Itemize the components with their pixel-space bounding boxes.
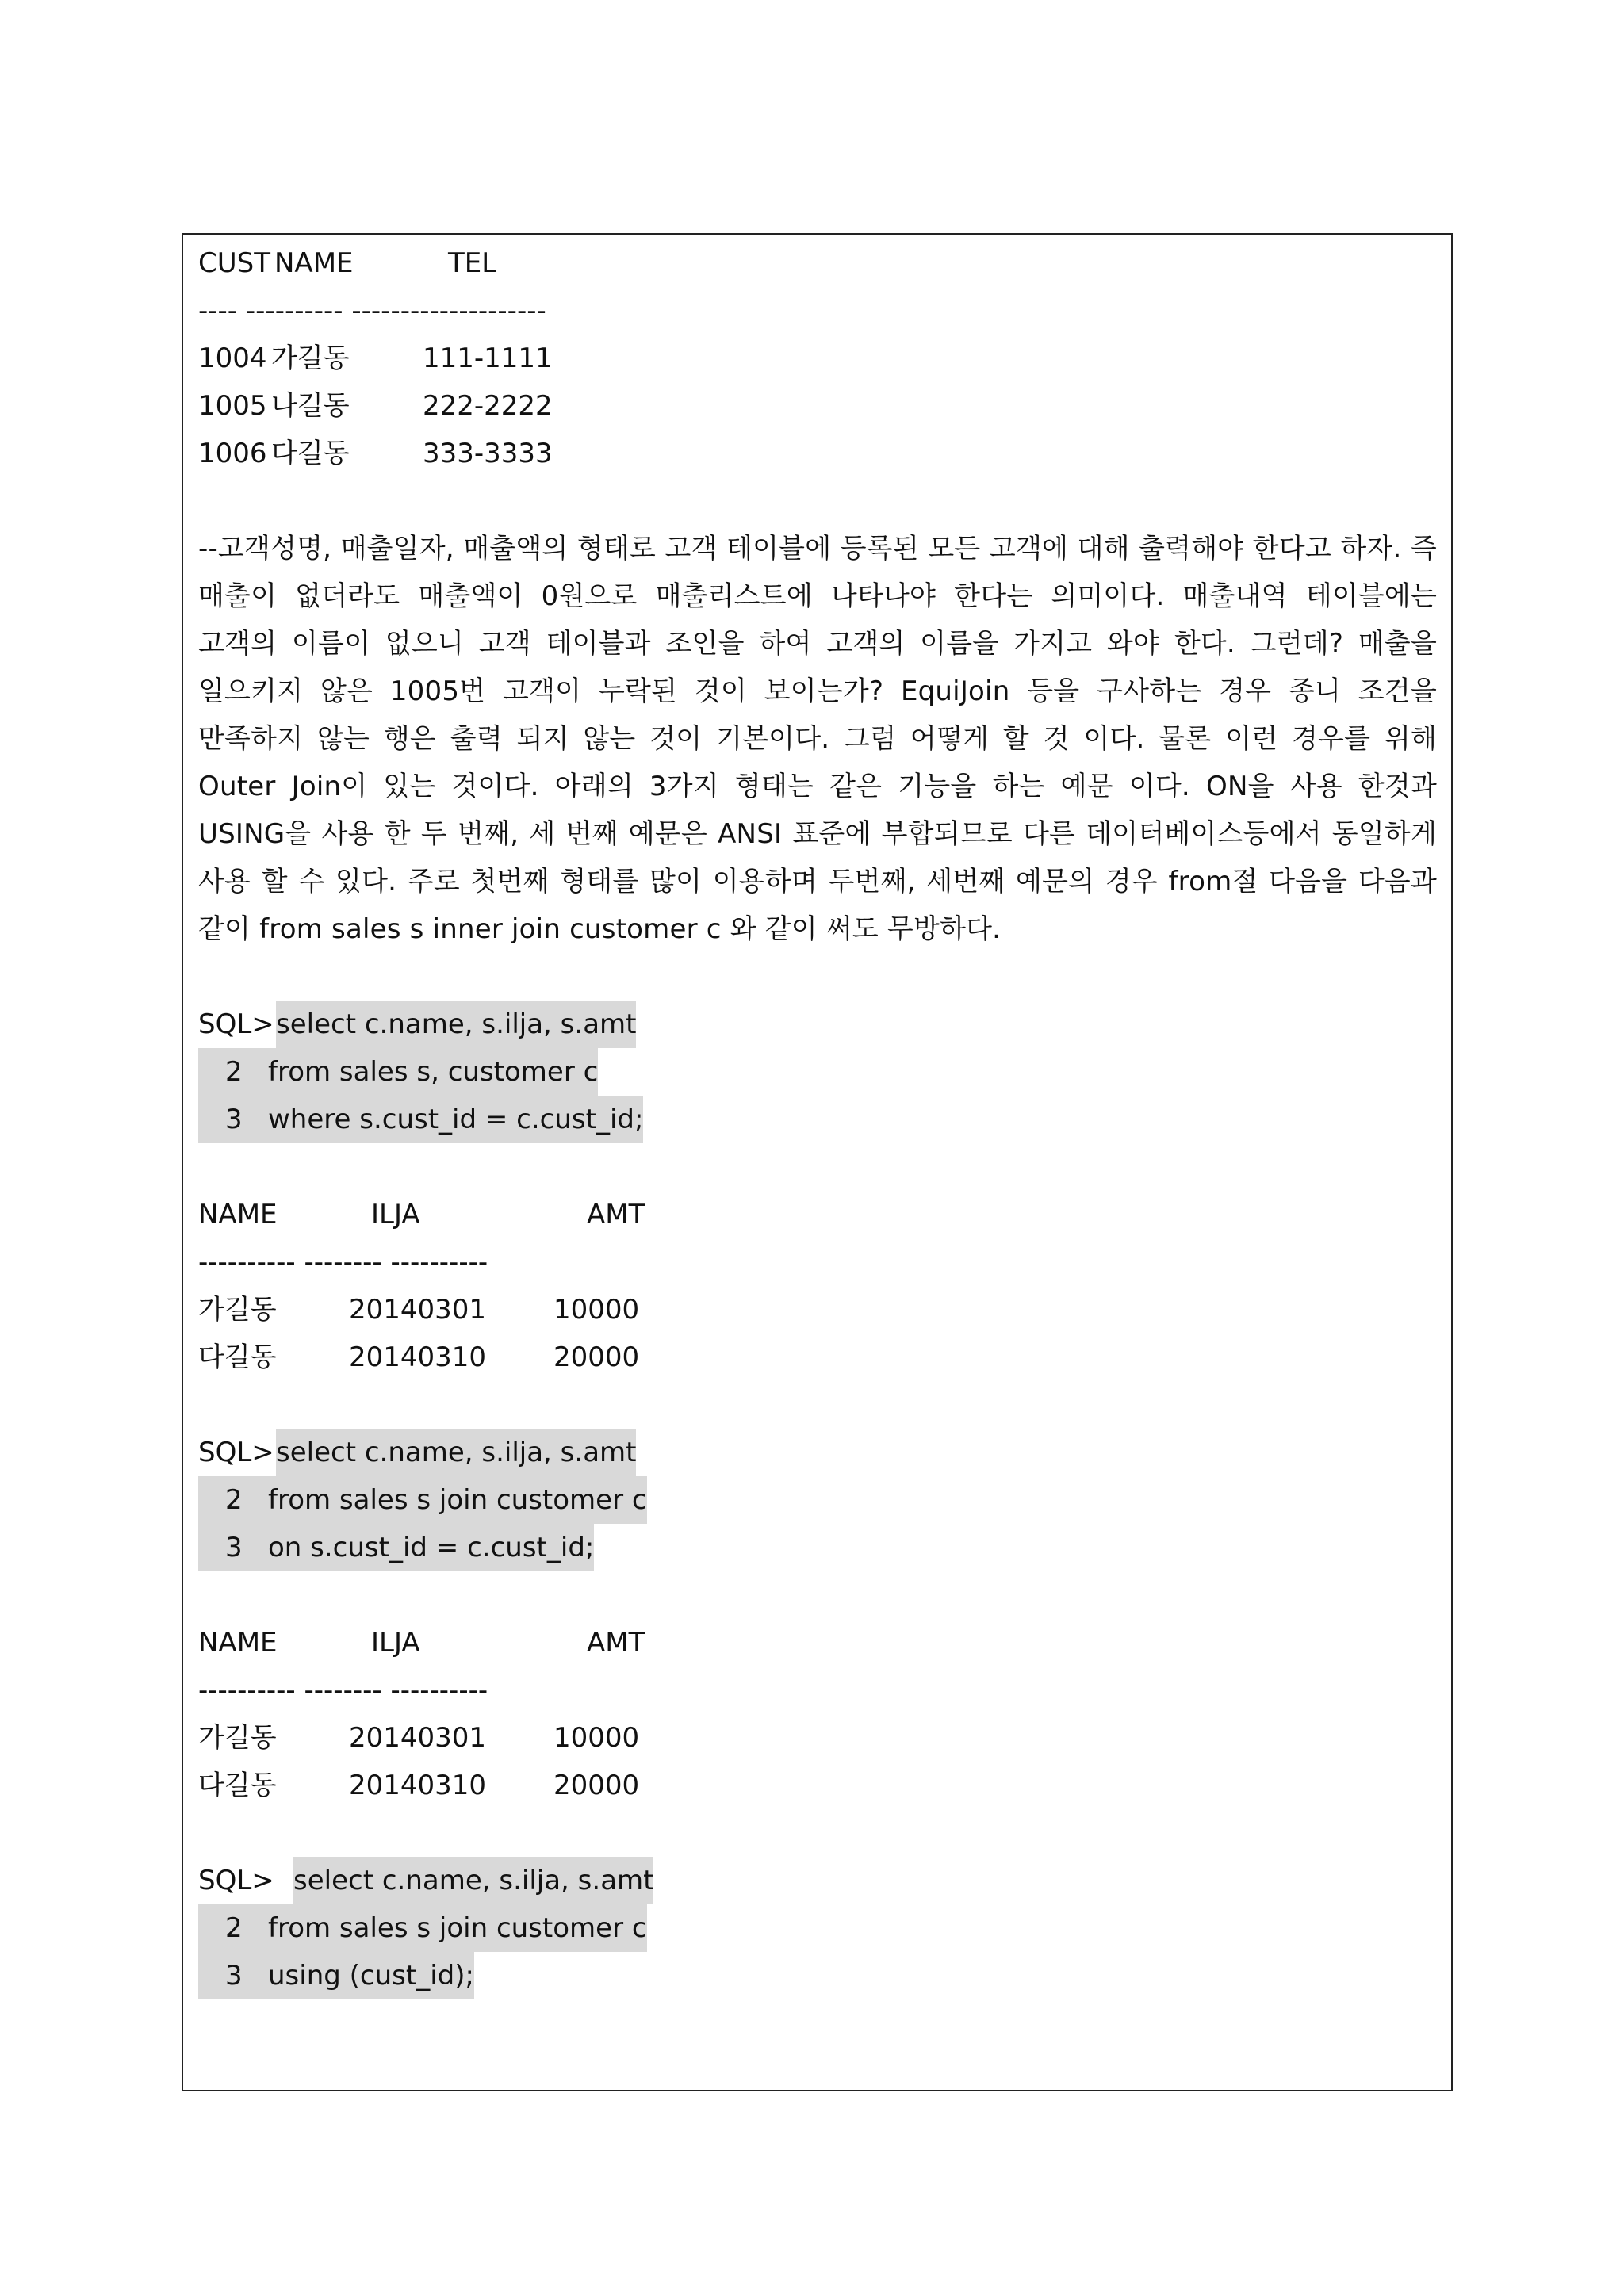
explanation-paragraph: --고객성명, 매출일자, 매출액의 형태로 고객 테이블에 등록된 모든 고객에 대해 출력해야 한다고 하자. 즉 매출이 없더라도 매출액이 0원으로 매출리스트에 나타나야 한다는 의미이다. 매출내역 테이블에는 고객의 이름이 없으니 고객 테이블과 조인을 하여 고객의 이름을 가지고 와야 한다. 그런데? 매출을 일으키지 않은 1005번 고객이 누락된 것이 보이는가? EquiJoin 등을 구사하는 경우 종니 조건을 만족하지 않는 행은 출력 되지 않는 것이 기본이다. 그럼 어떻게 할 것 이다. 물론 이런 경우를 위해 Outer Join이 있는 것이다. 아래의 3가지 형태는 같은 기능을 하는 예문 이다. ON을 사용 한것과 USING을 사용 한 두 번째, 세 번째 예문은 ANSI 표준에 부합되므로 다른 데이터베이스등에서 동일하게 사용 할 수 있다. 주로 첫번째 형태를 많이 이용하며 두번째, 세번째 예문의 경우 from절 다음을 다음과 같이 from sales s inner join customer c 와 같이 써도 무방하다. [198,533,1437,945]
line-number: 2 [225,1056,243,1088]
header-amt: AMT [587,1627,645,1659]
result-table-separator: ---------- -------- ---------- [198,1674,488,1706]
customer-name: 다길동 [271,438,350,469]
header-amt: AMT [587,1199,645,1230]
result-row [198,1286,1437,1334]
sql-code: from sales s join customer c [254,1904,647,1952]
sql-line [198,1096,1437,1143]
result-name: 다길동 [198,1770,277,1801]
result-row [198,1714,1437,1762]
header-tel: TEL [448,247,497,279]
line-number: 3 [225,1960,243,1992]
result-table-header [198,1619,1437,1667]
header-name: NAME [198,1627,278,1659]
customer-tel: 333-3333 [423,438,553,469]
result-name: 가길동 [198,1294,277,1326]
line-number: 2 [225,1912,243,1944]
sql-line [198,1429,1437,1476]
sql-code: select c.name, s.ilja, s.amt [293,1857,653,1904]
sql-prompt: SQL> [198,1865,274,1896]
result-row [198,1334,1437,1381]
customer-id: 1004 [198,342,267,374]
customer-id: 1005 [198,390,267,422]
line-number: 3 [225,1532,243,1563]
result-ilja: 20140310 [349,1341,487,1373]
sql-prompt: SQL> [198,1437,274,1468]
result-ilja: 20140310 [349,1770,487,1801]
sql-code: from sales s join customer c [254,1476,647,1524]
customer-name: 나길동 [271,390,350,422]
sql-line [198,1904,1437,1952]
result-row [198,1762,1437,1809]
line-number: 2 [225,1484,243,1516]
customer-row [198,382,1437,430]
header-name: NAME [274,247,354,279]
customer-id: 1006 [198,438,267,469]
result-name: 가길동 [198,1722,277,1754]
sql-code: select c.name, s.ilja, s.amt [276,1429,636,1476]
sql-code: on s.cust_id = c.cust_id; [254,1524,594,1571]
customer-name: 가길동 [271,342,350,374]
result-amt: 20000 [553,1341,640,1373]
customer-row [198,430,1437,477]
line-number: 3 [225,1104,243,1135]
header-cust: CUST [198,247,270,279]
result-ilja: 20140301 [349,1294,487,1326]
customer-tel: 222-2222 [423,390,553,422]
customer-tel: 111-1111 [423,342,553,374]
result-table-header [198,1191,1437,1238]
sql-line [198,1524,1437,1571]
result-amt: 10000 [553,1294,640,1326]
result-ilja: 20140301 [349,1722,487,1754]
sql-code: select c.name, s.ilja, s.amt [276,1001,636,1048]
sql-line [198,1001,1437,1048]
header-ilja: ILJA [371,1627,420,1659]
sql-prompt: SQL> [198,1008,274,1040]
sql-code: from sales s, customer c [254,1048,598,1096]
customer-row [198,335,1437,382]
customer-table-separator: ---- ---------- -------------------- [198,295,546,327]
sql-line [198,1476,1437,1524]
sql-line [198,1952,1437,1999]
result-amt: 10000 [553,1722,640,1754]
customer-table-header [198,239,1437,287]
header-ilja: ILJA [371,1199,420,1230]
result-name: 다길동 [198,1341,277,1373]
sql-code: using (cust_id); [254,1952,474,1999]
sql-line [198,1048,1437,1096]
sql-line [198,1857,1437,1904]
document-content [198,239,1437,1999]
sql-code: where s.cust_id = c.cust_id; [254,1096,643,1143]
result-table-separator: ---------- -------- ---------- [198,1246,488,1278]
header-name: NAME [198,1199,278,1230]
result-amt: 20000 [553,1770,640,1801]
